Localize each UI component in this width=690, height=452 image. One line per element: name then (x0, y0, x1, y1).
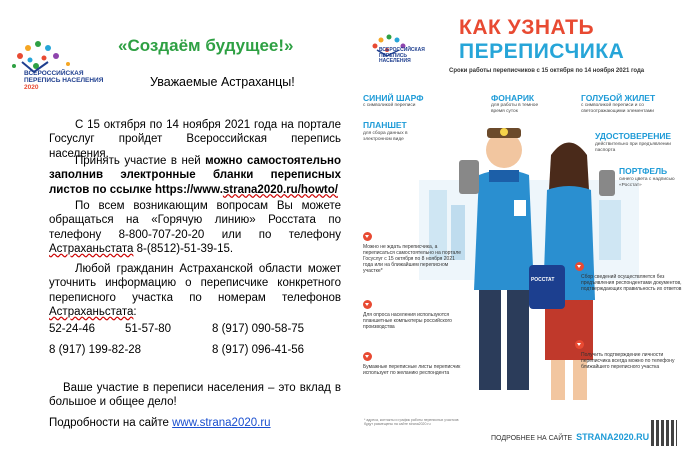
logo-text: ВСЕРОССИЙСКАЯ ПЕРЕПИСЬ НАСЕЛЕНИЯ (379, 47, 425, 64)
label-scarf: СИНИЙ ШАРФ (363, 93, 424, 103)
label-id-card: УДОСТОВЕРЕНИЕ (595, 131, 672, 141)
greeting: Уважаемые Астраханцы! (150, 75, 295, 89)
arrow-down-icon (363, 300, 372, 309)
note-tablets: Для опроса населения используются планшетные компьютеры российского производства (363, 312, 452, 330)
arrow-down-icon (575, 262, 584, 271)
label-tablet-desc: для сбора данных в электронном виде (363, 131, 408, 142)
phone-number: 8 (917) 096-41-56 (212, 344, 305, 356)
poster-title-line-1: КАК УЗНАТЬ (459, 16, 595, 39)
website-link[interactable]: www.strana2020.ru (172, 417, 271, 429)
poster-title-line-2: ПЕРЕПИСЧИКА (459, 40, 625, 63)
phone-number: 52-24-46 (49, 323, 96, 335)
phone-number: 8 (917) 199-82-28 (49, 344, 142, 356)
label-vest: ГОЛУБОЙ ЖИЛЕТ (581, 93, 656, 103)
logo-year: 2020 (24, 84, 39, 91)
paragraph-6: Подробности на сайте www.strana2020.ru (49, 417, 271, 429)
paragraph-2: Принять участие в ней можно самостоятельно заполнив электронные бланки переписных листов по ссылке https://www.strana2020.ru/howto/ (49, 155, 341, 196)
poster-footer: ПОДРОБНЕЕ НА САЙТЕ STRANA2020.RU (491, 432, 650, 442)
label-briefcase: ПОРТФЕЛЬ (619, 166, 668, 176)
note-verify-identity: Получить подтверждение личности переписчика всегда можно по телефону ближайшего переписного участка (581, 352, 675, 370)
census-poster (359, 0, 690, 452)
label-briefcase-desc: синего цвета с надписью «Росстат» (619, 177, 675, 188)
bag-label: РОССТАТ (531, 277, 555, 283)
poster-website[interactable]: STRANA2020.RU (576, 432, 650, 442)
arrow-down-icon (363, 232, 372, 241)
note-no-documents: Сбор сведений осуществляется без предъявления респондентами документов, подтверждающих правильность их ответов (581, 274, 682, 292)
label-vest-desc: с символикой переписи и со светоотражающими элементами (581, 103, 654, 114)
arrow-down-icon (575, 340, 584, 349)
note-paper-forms: Бумажные переписные листы переписчик использует по желанию респондента (363, 364, 461, 376)
headline: «Создаём будущее!» (118, 36, 294, 55)
label-flashlight-desc: для работы в темное время суток (491, 103, 539, 114)
label-scarf-desc: с символикой переписи (363, 103, 416, 108)
poster-subtitle: Сроки работы переписчиков с 15 октября по 14 ноября 2021 года (449, 68, 645, 74)
qr-code-icon (651, 420, 677, 446)
arrow-down-icon (363, 352, 372, 361)
phone-number: 51-57-80 (125, 323, 172, 335)
paragraph-3: По всем возникающим вопросам Вы можете обращаться на «Горячую линию» Росстата по телефону 8-800-707-20-20 или по телефону Астраханьстата 8-(8512)-51-39-15. (49, 200, 341, 255)
paragraph-4: Любой гражданин Астраханской области может уточнить информацию о переписчике конкретного переписного участка по номерам телефонов Астраханьстата: (49, 263, 341, 318)
label-flashlight: ФОНАРИК (491, 93, 535, 103)
note-self-census: Можно не ждать переписчика, а переписаться самостоятельно на портале Госуслуг с 15 октября по 8 ноября 2021 года или на ближайшем переписном участке* (363, 244, 462, 274)
phone-number: 8 (917) 090-58-75 (212, 323, 305, 335)
label-id-card-desc: действительно при предъявлении паспорта (595, 142, 671, 153)
logo-text: ВСЕРОССИЙСКАЯ ПЕРЕПИСЬ НАСЕЛЕНИЯ 2020 (24, 70, 104, 91)
poster-footnote: * адреса, контакты и график работы переписных участков будут размещены на сайте strana2020.ru (364, 418, 459, 426)
paragraph-1: С 15 октября по 14 ноября 2021 года на портале Госуслуг пройдет Всероссийская перепись населения. (49, 119, 341, 160)
label-tablet: ПЛАНШЕТ (363, 120, 407, 130)
paragraph-5: Ваше участие в переписи населения – это вклад в большое и общее дело! (49, 382, 341, 409)
